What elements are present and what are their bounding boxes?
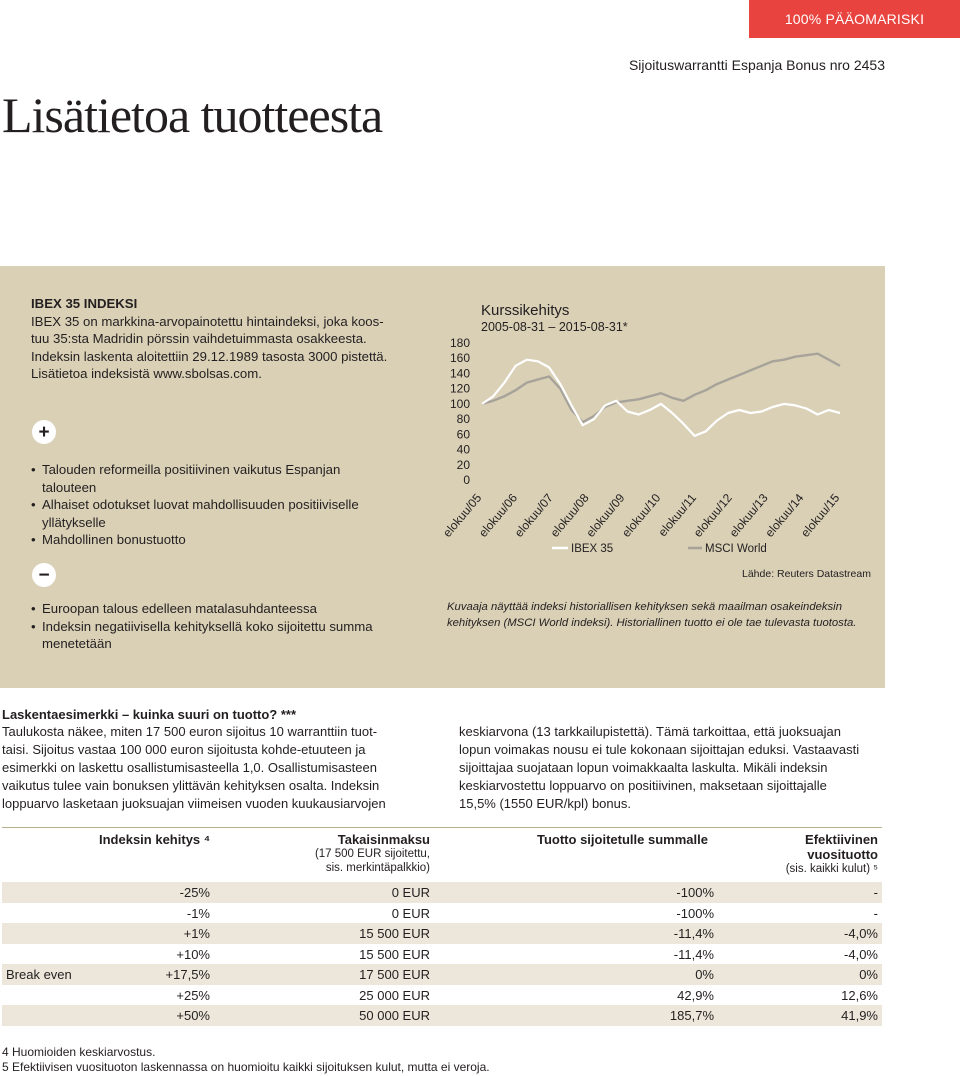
calc-line: esimerkki on laskettu osallistumisasteella 1,0. Osallistumisasteen — [2, 760, 377, 775]
header-repay-sub: sis. merkintäpalkkio) — [325, 862, 430, 874]
pros-item: • Alhaiset odotukset luovat mahdollisuuden positiiviselle — [31, 496, 411, 514]
table-row — [2, 985, 882, 1006]
return-cell: 42,9% — [677, 987, 714, 1003]
series-line-ibex35 — [482, 360, 840, 436]
header-eff-sub: (sis. kaikki kulut) ⁵ — [785, 863, 878, 875]
repay-cell: 0 EUR — [391, 905, 430, 921]
index-cell: +1% — [183, 926, 210, 941]
return-cell: -11,4% — [673, 946, 714, 962]
plus-icon: + — [32, 420, 56, 444]
calc-line: keskiarvona (13 tarkkailupistettä). Tämä tarkoittaa, että juoksuajan — [459, 724, 842, 739]
return-cell: -100% — [676, 885, 714, 900]
header-return: Tuotto sijoitetulle summalle — [537, 832, 708, 847]
index-line: tuu 35:sta Madridin pörssin vaihdetuimmasta osakkeesta. — [31, 331, 367, 346]
effective-cell: 41,9% — [841, 1008, 878, 1023]
repay-cell: 50 000 EUR — [359, 1008, 430, 1023]
page-title: Lisätietoa tuotteesta — [2, 87, 383, 143]
effective-cell: 12,6% — [841, 987, 878, 1003]
x-tick-label: elokuu/13 — [726, 490, 771, 540]
footnote: 5 Efektiivisen vuosituoton laskennassa on huomioitu kaikki sijoituksen kulut, mutta ei veroja. — [2, 1060, 490, 1074]
return-cell: -100% — [676, 905, 714, 921]
table-body — [2, 882, 882, 1026]
chart-source: Lähde: Reuters Datastream — [742, 568, 871, 580]
header-eff-title: Efektiivinen — [805, 832, 878, 847]
y-tick-label: 160 — [449, 351, 470, 366]
pros-list — [31, 461, 411, 549]
price-chart — [430, 330, 870, 565]
return-cell: -11,4% — [673, 926, 714, 941]
header-repay-title: Takaisinmaksu — [337, 832, 430, 847]
return-cell: 185,7% — [669, 1008, 714, 1023]
return-table — [2, 827, 882, 1026]
calc-line: keskiarvostettu loppuarvo on positiivinen, maksetaan sijoittajalle — [459, 778, 827, 793]
index-cell: -25% — [179, 885, 210, 900]
cons-item: • Euroopan talous edelleen matalasuhdanteessa — [31, 600, 411, 618]
table-row — [2, 944, 882, 965]
x-tick-label: elokuu/11 — [655, 490, 700, 540]
repay-cell: 15 500 EUR — [359, 926, 430, 941]
legend-label-ibex35: IBEX 35 — [571, 543, 614, 555]
pros-item: • Mahdollinen bonustuotto — [31, 531, 411, 549]
repay-cell: 0 EUR — [391, 885, 430, 900]
pros-item-cont: yllätykselle — [42, 514, 106, 530]
calc-text-right — [459, 723, 886, 813]
index-cell: +10% — [176, 946, 210, 962]
y-tick-label: 140 — [449, 366, 470, 381]
index-line: Lisätietoa indeksistä www.sbolsas.com. — [31, 366, 262, 381]
x-tick-label: elokuu/06 — [475, 490, 521, 540]
table-row — [2, 882, 882, 903]
x-tick-label: elokuu/14 — [762, 490, 807, 540]
index-line: Indeksin laskenta aloitettiin 29.12.1989 tasosta 3000 pistettä. — [31, 348, 388, 364]
index-description — [31, 295, 411, 383]
table-row — [2, 923, 882, 944]
x-tick-label: elokuu/15 — [798, 490, 843, 540]
repay-cell: 17 500 EUR — [359, 967, 430, 982]
index-cell: +25% — [176, 987, 210, 1003]
y-tick-label: 40 — [456, 442, 470, 457]
calc-heading: Laskentaesimerkki – kuinka suuri on tuotto? *** — [2, 707, 297, 722]
index-title: IBEX 35 INDEKSI — [31, 296, 138, 311]
effective-cell: - — [873, 885, 878, 900]
index-line: IBEX 35 on markkina-arvopainotettu hintaindeksi, joka koos- — [31, 313, 384, 329]
product-name: Sijoituswarrantti Espanja Bonus nro 2453 — [628, 57, 885, 73]
y-tick-label: 100 — [449, 396, 470, 411]
x-tick-label: elokuu/10 — [619, 490, 664, 540]
calc-line: vaikutus tulee vain bonuksen ylittävän kehityksen osalta. Indeksin — [2, 778, 380, 793]
effective-cell: - — [873, 905, 878, 921]
y-tick-label: 60 — [456, 427, 470, 442]
header-repay — [315, 832, 430, 875]
index-cell: +50% — [176, 1008, 210, 1023]
cons-item: • Indeksin negatiivisella kehityksellä koko sijoitettu summa — [31, 618, 411, 636]
table-row — [2, 903, 882, 924]
row-label: Break even — [6, 967, 72, 982]
calc-line: lopun voimakas nousu ei tule kokonaan sijoittajan eduksi. Vastaavasti — [459, 742, 860, 757]
calc-line: taisi. Sijoitus vastaa 100 000 euron sijoitusta kohde-etuuteen ja — [2, 742, 366, 757]
y-tick-label: 120 — [449, 381, 470, 396]
pros-item: • Talouden reformeilla positiivinen vaikutus Espanjan — [31, 461, 411, 479]
series-line-msci-world — [482, 354, 840, 423]
repay-cell: 25 000 EUR — [359, 987, 430, 1003]
effective-cell: -4,0% — [844, 926, 878, 941]
y-tick-label: 0 — [463, 473, 470, 487]
y-tick-label: 20 — [456, 457, 470, 472]
footnote: 4 Huomioiden keskiarvostus. — [2, 1045, 156, 1059]
y-tick-label: 80 — [456, 412, 470, 427]
minus-icon: − — [32, 563, 56, 587]
calc-line: Taulukosta näkee, miten 17 500 euron sijoitus 10 warranttiin tuot- — [2, 724, 378, 739]
calc-text-left — [2, 723, 430, 813]
x-tick-label: elokuu/12 — [690, 490, 735, 540]
chart-subtitle: 2005-08-31 – 2015-08-31* — [481, 320, 628, 334]
chart-caption: Kuvaaja näyttää indeksi historiallisen kehityksen sekä maailman osakeindeksin kehityksen (MSCI World indeksi). Historiallinen tuotto ei ole tae tulevasta tuotosta. — [447, 601, 857, 629]
effective-cell: -4,0% — [844, 946, 878, 962]
x-tick-label: elokuu/09 — [583, 490, 628, 540]
legend-label-msci-world: MSCI World — [705, 543, 767, 555]
return-cell: 0% — [695, 967, 714, 982]
calc-line: sijoittajaa suojataan lopun voimakkaalta laskulta. Mikäli indeksin — [459, 760, 828, 775]
pros-item-cont: talouteen — [42, 479, 97, 495]
x-tick-label: elokuu/07 — [511, 490, 556, 540]
calc-line: 15,5% (1550 EUR/kpl) bonus. — [459, 796, 631, 811]
table-row — [2, 1005, 882, 1026]
y-tick-label: 180 — [449, 336, 470, 350]
repay-cell: 15 500 EUR — [359, 946, 430, 962]
table-row — [2, 964, 882, 985]
x-tick-label: elokuu/05 — [440, 490, 485, 540]
index-cell: +17,5% — [165, 967, 210, 982]
calc-line: loppuarvo lasketaan juoksuajan viimeisen vuoden kuukausiarvojen — [2, 796, 386, 811]
effective-cell: 0% — [859, 967, 878, 982]
x-tick-label: elokuu/08 — [547, 490, 592, 540]
header-repay-sub: (17 500 EUR sijoitettu, — [314, 848, 430, 860]
index-cell: -1% — [186, 905, 210, 921]
cons-item-cont: menetetään — [42, 636, 112, 651]
risk-banner: 100% PÄÄOMARISKI — [749, 0, 960, 38]
header-effective — [786, 832, 878, 876]
header-eff-title: vuosituotto — [807, 847, 878, 862]
chart-title: Kurssikehitys — [481, 302, 570, 319]
table-header — [2, 827, 882, 882]
header-index: Indeksin kehitys ⁴ — [99, 832, 211, 847]
cons-list — [31, 600, 411, 653]
